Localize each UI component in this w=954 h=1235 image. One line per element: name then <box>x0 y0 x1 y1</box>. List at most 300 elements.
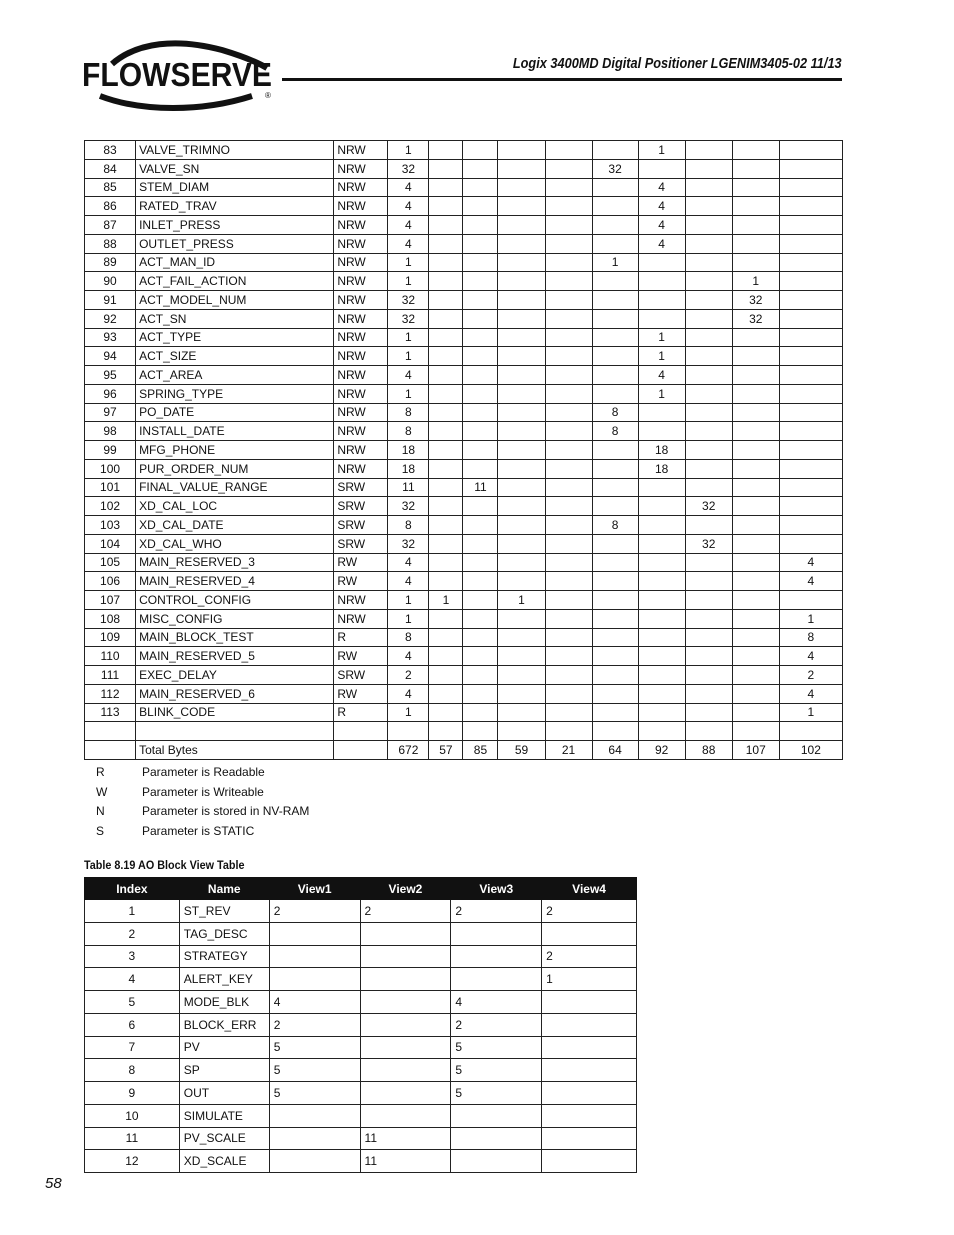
document-title: Logix 3400MD Digital Positioner LGENIM3405-02 11/13 <box>513 56 842 72</box>
value-cell <box>545 291 592 310</box>
value-cell: 32 <box>388 291 429 310</box>
value-cell <box>685 197 732 216</box>
table-row <box>85 534 843 553</box>
table-row <box>85 922 637 945</box>
value-cell <box>463 441 498 460</box>
page-number: 58 <box>45 1175 62 1192</box>
value-cell <box>592 553 638 572</box>
value-cell <box>498 553 545 572</box>
value-cell: 1 <box>429 591 463 610</box>
value-cell <box>498 328 545 347</box>
index-cell: 84 <box>85 159 136 178</box>
value-cell <box>685 516 732 535</box>
value-cell <box>429 628 463 647</box>
value-cell <box>638 609 685 628</box>
parameter-name-cell: VALVE_SN <box>136 159 334 178</box>
value-cell <box>638 534 685 553</box>
index-cell: 2 <box>85 922 180 945</box>
value-cell <box>732 647 779 666</box>
value-cell <box>685 553 732 572</box>
value-cell: 32 <box>685 497 732 516</box>
value-cell <box>498 609 545 628</box>
value-cell: 32 <box>592 159 638 178</box>
index-cell: 91 <box>85 291 136 310</box>
value-cell: 4 <box>779 684 842 703</box>
access-cell: SRW <box>334 534 388 553</box>
value-cell <box>779 497 842 516</box>
view-cell <box>360 968 451 991</box>
value-cell <box>685 403 732 422</box>
value-cell: 4 <box>638 197 685 216</box>
name-cell: PV_SCALE <box>179 1127 269 1150</box>
index-cell: 104 <box>85 534 136 553</box>
view-cell: 2 <box>269 900 360 923</box>
view-cell: 1 <box>542 968 637 991</box>
value-cell <box>429 234 463 253</box>
value-cell <box>498 347 545 366</box>
view-cell: 11 <box>360 1127 451 1150</box>
value-cell <box>638 666 685 685</box>
view-cell <box>360 1013 451 1036</box>
value-cell <box>463 703 498 722</box>
value-cell <box>545 366 592 385</box>
value-cell: 4 <box>638 178 685 197</box>
table-row <box>85 1150 637 1173</box>
flowserve-logo <box>82 40 274 112</box>
parameter-name-cell: ACT_TYPE <box>136 328 334 347</box>
parameter-name-cell: ACT_SIZE <box>136 347 334 366</box>
access-cell: RW <box>334 647 388 666</box>
value-cell: 92 <box>638 741 685 760</box>
value-cell <box>545 441 592 460</box>
parameter-name-cell: ACT_MODEL_NUM <box>136 291 334 310</box>
value-cell <box>732 459 779 478</box>
value-cell: 1 <box>779 703 842 722</box>
value-cell <box>779 309 842 328</box>
view-cell: 2 <box>451 1013 542 1036</box>
parameter-name-cell: ACT_SN <box>136 309 334 328</box>
value-cell <box>498 159 545 178</box>
value-cell: 1 <box>592 253 638 272</box>
value-cell <box>429 684 463 703</box>
view-cell <box>360 1082 451 1105</box>
value-cell: 4 <box>388 234 429 253</box>
index-cell: 10 <box>85 1104 180 1127</box>
value-cell <box>685 572 732 591</box>
access-cell: SRW <box>334 666 388 685</box>
table-row <box>85 478 843 497</box>
value-cell <box>685 178 732 197</box>
value-cell <box>545 516 592 535</box>
value-cell: 1 <box>779 609 842 628</box>
view-cell: 5 <box>451 1059 542 1082</box>
value-cell <box>638 291 685 310</box>
value-cell <box>732 197 779 216</box>
value-cell <box>638 159 685 178</box>
value-cell <box>779 722 842 741</box>
value-cell: 88 <box>685 741 732 760</box>
value-cell <box>429 666 463 685</box>
value-cell <box>429 478 463 497</box>
value-cell: 11 <box>388 478 429 497</box>
access-cell: NRW <box>334 384 388 403</box>
value-cell <box>429 647 463 666</box>
value-cell <box>732 666 779 685</box>
value-cell <box>545 703 592 722</box>
view-cell <box>542 991 637 1014</box>
value-cell <box>732 347 779 366</box>
value-cell: 1 <box>388 703 429 722</box>
view-cell <box>542 1059 637 1082</box>
value-cell <box>685 309 732 328</box>
access-cell: R <box>334 703 388 722</box>
value-cell <box>592 197 638 216</box>
table-row <box>85 1036 637 1059</box>
legend-key: R <box>96 765 105 779</box>
value-cell <box>498 216 545 235</box>
access-cell: RW <box>334 572 388 591</box>
view-cell <box>451 968 542 991</box>
value-cell <box>732 366 779 385</box>
view-cell <box>542 1082 637 1105</box>
index-cell: 8 <box>85 1059 180 1082</box>
index-cell: 3 <box>85 945 180 968</box>
value-cell <box>732 684 779 703</box>
index-cell: 5 <box>85 991 180 1014</box>
index-cell: 101 <box>85 478 136 497</box>
view-cell <box>542 1013 637 1036</box>
name-cell: BLOCK_ERR <box>179 1013 269 1036</box>
value-cell: 1 <box>388 609 429 628</box>
view-cell <box>269 1150 360 1173</box>
value-cell <box>498 478 545 497</box>
value-cell <box>498 253 545 272</box>
value-cell <box>463 722 498 741</box>
value-cell <box>592 309 638 328</box>
index-cell: 110 <box>85 647 136 666</box>
value-cell: 21 <box>545 741 592 760</box>
value-cell <box>732 384 779 403</box>
access-cell: R <box>334 628 388 647</box>
table-row <box>85 272 843 291</box>
view-cell: 5 <box>451 1082 542 1105</box>
value-cell: 1 <box>388 384 429 403</box>
value-cell <box>463 384 498 403</box>
value-cell: 8 <box>388 422 429 441</box>
value-cell: 1 <box>638 328 685 347</box>
value-cell <box>732 628 779 647</box>
view-cell: 5 <box>269 1059 360 1082</box>
access-cell: NRW <box>334 291 388 310</box>
view-cell: 2 <box>542 945 637 968</box>
value-cell: 1 <box>388 141 429 160</box>
view-cell <box>542 1036 637 1059</box>
value-cell: 18 <box>388 459 429 478</box>
index-cell: 105 <box>85 553 136 572</box>
table-row <box>85 141 843 160</box>
value-cell <box>463 328 498 347</box>
value-cell <box>732 591 779 610</box>
value-cell <box>429 309 463 328</box>
value-cell <box>592 234 638 253</box>
value-cell <box>685 216 732 235</box>
view-cell <box>360 991 451 1014</box>
value-cell <box>592 384 638 403</box>
value-cell <box>732 159 779 178</box>
value-cell <box>545 328 592 347</box>
view-cell: 5 <box>451 1036 542 1059</box>
value-cell: 4 <box>779 553 842 572</box>
value-cell <box>638 628 685 647</box>
value-cell <box>638 422 685 441</box>
table-row <box>85 900 637 923</box>
view-cell: 2 <box>451 900 542 923</box>
table-row <box>85 441 843 460</box>
access-cell: NRW <box>334 441 388 460</box>
column-header: Index <box>85 878 180 900</box>
value-cell <box>638 553 685 572</box>
value-cell <box>498 572 545 591</box>
value-cell: 4 <box>388 216 429 235</box>
legend-text: Parameter is STATIC <box>142 823 255 838</box>
value-cell <box>429 178 463 197</box>
value-cell: 4 <box>638 234 685 253</box>
table-row <box>85 628 843 647</box>
index-cell: 94 <box>85 347 136 366</box>
value-cell <box>732 703 779 722</box>
table-row <box>85 216 843 235</box>
value-cell <box>498 272 545 291</box>
table-row <box>85 722 843 741</box>
value-cell <box>592 684 638 703</box>
view-cell <box>360 1036 451 1059</box>
value-cell <box>429 422 463 441</box>
value-cell <box>592 628 638 647</box>
svg-text:®: ® <box>265 91 271 100</box>
view-cell: 2 <box>269 1013 360 1036</box>
value-cell: 32 <box>388 309 429 328</box>
value-cell <box>463 197 498 216</box>
value-cell <box>592 609 638 628</box>
parameter-name-cell: MAIN_BLOCK_TEST <box>136 628 334 647</box>
index-cell: 100 <box>85 459 136 478</box>
column-header: View3 <box>451 878 542 900</box>
name-cell: ST_REV <box>179 900 269 923</box>
table-row <box>85 459 843 478</box>
value-cell <box>545 216 592 235</box>
name-cell: ALERT_KEY <box>179 968 269 991</box>
value-cell <box>685 647 732 666</box>
value-cell <box>685 253 732 272</box>
view-cell: 4 <box>269 991 360 1014</box>
parameter-name-cell: MAIN_RESERVED_4 <box>136 572 334 591</box>
value-cell <box>545 253 592 272</box>
view-cell <box>360 922 451 945</box>
value-cell <box>779 347 842 366</box>
value-cell <box>498 684 545 703</box>
access-cell: NRW <box>334 591 388 610</box>
table-row <box>85 703 843 722</box>
value-cell <box>592 591 638 610</box>
table-row <box>85 1104 637 1127</box>
value-cell <box>463 309 498 328</box>
index-cell: 9 <box>85 1082 180 1105</box>
value-cell <box>592 497 638 516</box>
value-cell <box>685 722 732 741</box>
value-cell <box>545 684 592 703</box>
value-cell <box>498 459 545 478</box>
index-cell: 103 <box>85 516 136 535</box>
value-cell <box>463 516 498 535</box>
access-cell: NRW <box>334 366 388 385</box>
value-cell <box>592 666 638 685</box>
view-cell: 2 <box>360 900 451 923</box>
value-cell <box>592 366 638 385</box>
view-cell <box>269 1104 360 1127</box>
value-cell: 1 <box>638 347 685 366</box>
view-cell <box>360 945 451 968</box>
value-cell: 672 <box>388 741 429 760</box>
value-cell <box>429 459 463 478</box>
parameter-name-cell: ACT_AREA <box>136 366 334 385</box>
access-cell <box>334 722 388 741</box>
value-cell: 1 <box>388 272 429 291</box>
value-cell <box>779 141 842 160</box>
value-cell <box>545 234 592 253</box>
parameter-name-cell <box>136 722 334 741</box>
value-cell <box>779 459 842 478</box>
value-cell: 8 <box>592 516 638 535</box>
value-cell <box>592 703 638 722</box>
table-row <box>85 591 843 610</box>
value-cell <box>545 178 592 197</box>
parameter-name-cell: RATED_TRAV <box>136 197 334 216</box>
index-cell: 111 <box>85 666 136 685</box>
value-cell: 1 <box>638 141 685 160</box>
value-cell <box>463 666 498 685</box>
value-cell <box>429 403 463 422</box>
value-cell <box>685 591 732 610</box>
value-cell <box>779 441 842 460</box>
table-row <box>85 328 843 347</box>
view-cell <box>542 1104 637 1127</box>
value-cell <box>498 197 545 216</box>
index-cell: 108 <box>85 609 136 628</box>
legend-item <box>96 785 309 805</box>
value-cell <box>545 384 592 403</box>
access-cell: NRW <box>334 197 388 216</box>
table-row <box>85 384 843 403</box>
parameter-name-cell: MISC_CONFIG <box>136 609 334 628</box>
value-cell <box>429 572 463 591</box>
value-cell <box>429 516 463 535</box>
value-cell <box>779 178 842 197</box>
value-cell <box>463 216 498 235</box>
value-cell <box>685 328 732 347</box>
value-cell <box>545 497 592 516</box>
value-cell <box>545 666 592 685</box>
name-cell: XD_SCALE <box>179 1150 269 1173</box>
value-cell <box>463 178 498 197</box>
value-cell: 57 <box>429 741 463 760</box>
value-cell <box>592 272 638 291</box>
parameter-name-cell: MAIN_RESERVED_3 <box>136 553 334 572</box>
value-cell <box>429 216 463 235</box>
value-cell <box>498 497 545 516</box>
value-cell <box>429 441 463 460</box>
index-cell: 90 <box>85 272 136 291</box>
value-cell: 4 <box>388 572 429 591</box>
view-cell <box>451 945 542 968</box>
value-cell <box>685 478 732 497</box>
value-cell <box>592 722 638 741</box>
index-cell: 1 <box>85 900 180 923</box>
access-cell: NRW <box>334 234 388 253</box>
value-cell <box>592 347 638 366</box>
value-cell <box>685 422 732 441</box>
view-cell <box>542 1150 637 1173</box>
value-cell <box>732 722 779 741</box>
value-cell <box>429 722 463 741</box>
value-cell: 8 <box>388 516 429 535</box>
value-cell: 32 <box>732 309 779 328</box>
value-cell <box>498 628 545 647</box>
value-cell <box>498 403 545 422</box>
value-cell <box>498 441 545 460</box>
index-cell: 87 <box>85 216 136 235</box>
value-cell <box>429 384 463 403</box>
value-cell <box>498 722 545 741</box>
access-cell <box>334 741 388 760</box>
index-cell: 4 <box>85 968 180 991</box>
parameter-table <box>84 140 843 760</box>
value-cell <box>463 159 498 178</box>
value-cell <box>592 534 638 553</box>
value-cell <box>545 459 592 478</box>
value-cell <box>463 647 498 666</box>
table-row <box>85 945 637 968</box>
table-row <box>85 159 843 178</box>
value-cell <box>685 666 732 685</box>
table-row <box>85 253 843 272</box>
value-cell <box>732 441 779 460</box>
legend-text: Parameter is Writeable <box>142 784 264 799</box>
access-cell: NRW <box>334 141 388 160</box>
value-cell <box>545 272 592 291</box>
value-cell <box>732 534 779 553</box>
table-row <box>85 553 843 572</box>
parameter-name-cell: EXEC_DELAY <box>136 666 334 685</box>
value-cell <box>592 459 638 478</box>
index-cell <box>85 741 136 760</box>
value-cell <box>498 291 545 310</box>
value-cell <box>463 291 498 310</box>
value-cell <box>463 347 498 366</box>
value-cell: 32 <box>388 497 429 516</box>
value-cell <box>545 347 592 366</box>
value-cell: 102 <box>779 741 842 760</box>
value-cell <box>429 272 463 291</box>
value-cell <box>638 703 685 722</box>
index-cell: 106 <box>85 572 136 591</box>
view-cell <box>269 945 360 968</box>
table-row <box>85 968 637 991</box>
value-cell: 18 <box>388 441 429 460</box>
value-cell <box>498 309 545 328</box>
value-cell <box>779 403 842 422</box>
value-cell <box>463 422 498 441</box>
value-cell <box>463 553 498 572</box>
